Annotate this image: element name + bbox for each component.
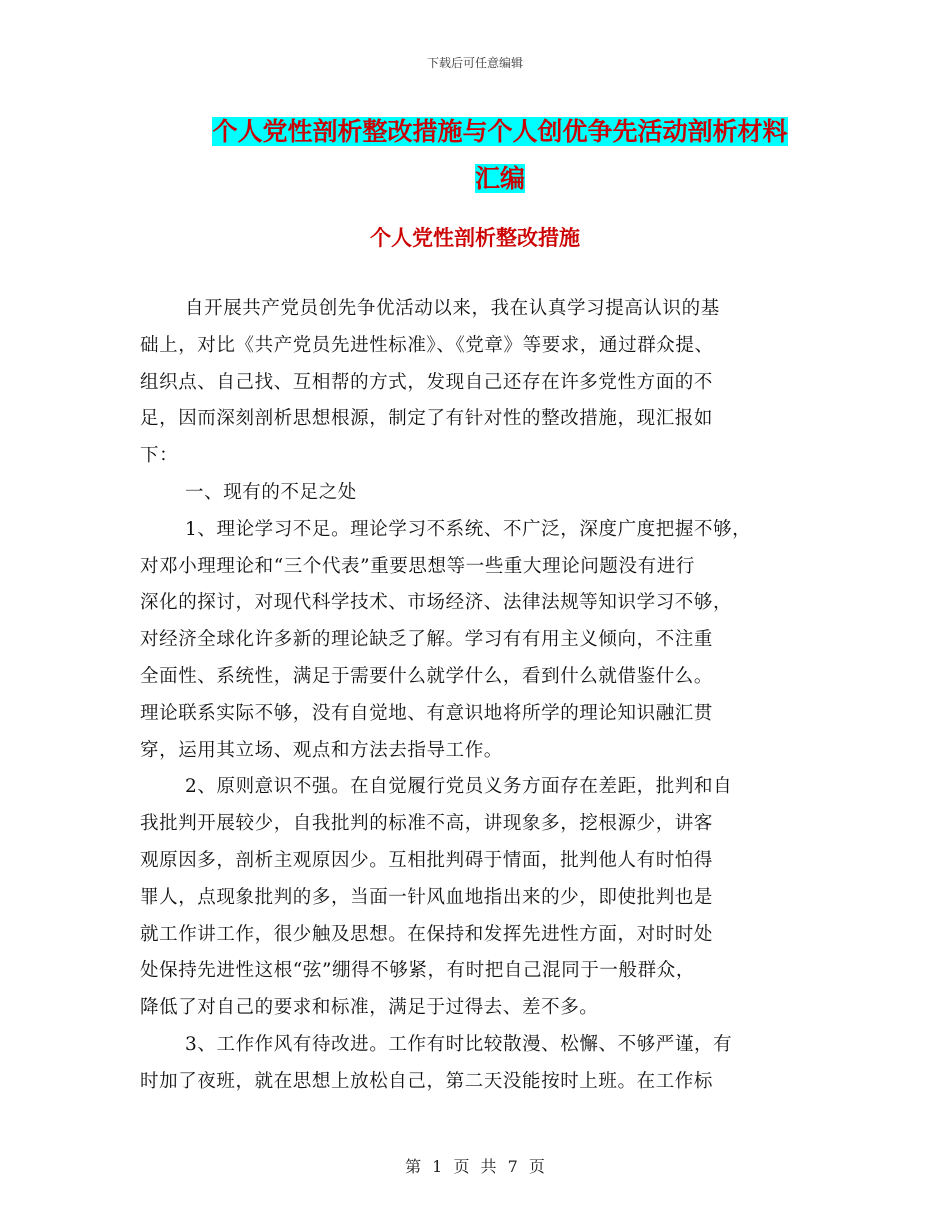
text-line: 对邓小理理论和“三个代表”重要思想等一些重大理论问题没有进行	[140, 555, 695, 577]
section-title: 个人党性剖析整改措施	[370, 226, 580, 250]
text-line: 就工作讲工作，很少触及思想。在保持和发挥先进性方面，对时时处	[140, 923, 714, 945]
text-line: 处保持先进性这根“弦”绷得不够紧，有时把自己混同于一般群众，	[140, 960, 695, 982]
header-note: 下载后可任意编辑	[426, 56, 523, 70]
text-line: 时加了夜班，就在思想上放松自己，第二天没能按时上班。在工作标	[140, 1070, 714, 1092]
paragraph-intro	[140, 291, 810, 475]
document-body	[140, 291, 810, 1101]
paragraph-point-1	[140, 512, 810, 770]
text-line: 深化的探讨，对现代科学技术、市场经济、法律法规等知识学习不够，	[140, 592, 733, 614]
document-title-line-2: 汇编	[474, 164, 525, 193]
text-line: 观原因多，剖析主观原因少。互相批判碍于情面，批判他人有时怕得	[140, 849, 714, 871]
paragraph-point-2	[140, 769, 810, 1027]
text-line: 一、现有的不足之处	[185, 481, 357, 503]
text-line: 1、理论学习不足。理论学习不系统、不广泛，深度广度把握不够，	[185, 518, 752, 540]
text-line: 自开展共产党员创先争优活动以来，我在认真学习提高认识的基	[185, 298, 720, 319]
text-line: 理论联系实际不够，没有自觉地、有意识地将所学的理论知识融汇贯	[140, 702, 714, 724]
text-line: 穿，运用其立场、观点和方法去指导工作。	[140, 739, 503, 761]
text-line: 2、原则意识不强。在自觉履行党员义务方面存在差距，批判和自	[185, 776, 733, 798]
text-line: 础上，对比《共产党员先进性标准》、《党章》等要求，通过群众提、	[140, 334, 714, 356]
document-title	[120, 108, 880, 202]
paragraph-heading-shortcomings	[140, 475, 810, 512]
paragraph-point-3	[140, 1027, 810, 1101]
text-line: 下：	[140, 445, 179, 467]
page-footer: 第 1 页 共 7 页	[405, 1157, 545, 1176]
text-line: 罪人，点现象批判的多，当面一针风血地指出来的少，即使批判也是	[140, 886, 714, 908]
text-line: 我批判开展较少，自我批判的标准不高，讲现象多，挖根源少，讲客	[140, 813, 714, 835]
text-line: 3、工作作风有待改进。工作有时比较散漫、松懈、不够严谨，有	[185, 1033, 733, 1055]
text-line: 全面性、系统性，满足于需要什么就学什么，看到什么就借鉴什么。	[140, 665, 714, 687]
text-line: 降低了对自己的要求和标准，满足于过得去、差不多。	[140, 997, 599, 1019]
document-title-line-1: 个人党性剖析整改措施与个人创优争先活动剖析材料	[212, 117, 788, 146]
text-line: 对经济全球化许多新的理论缺乏了解。学习有有用主义倾向，不注重	[140, 629, 714, 651]
text-line: 组织点、自己找、互相帮的方式，发现自己还存在许多党性方面的不	[140, 371, 714, 393]
text-line: 足，因而深刻剖析思想根源，制定了有针对性的整改措施，现汇报如	[140, 408, 714, 430]
